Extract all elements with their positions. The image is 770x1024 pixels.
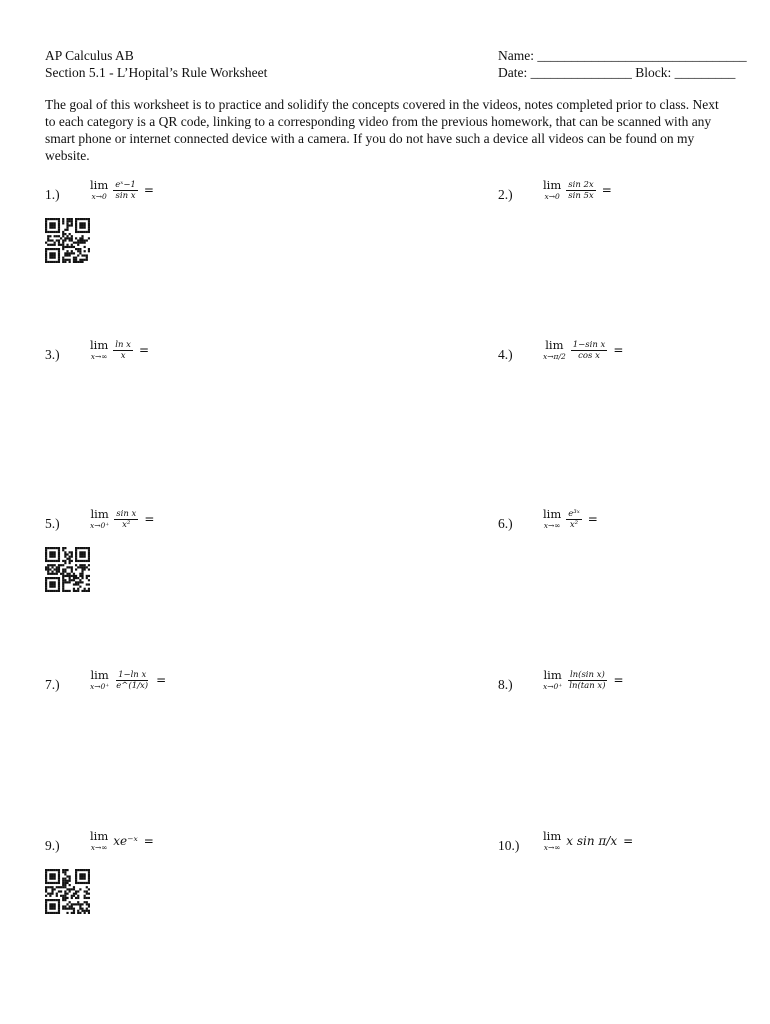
numerator: 1−sin x	[572, 339, 606, 350]
lim-word: lim	[543, 507, 562, 521]
limit-expression	[90, 508, 154, 530]
lim-subscript: x→0⁺	[90, 682, 110, 691]
numerator: 1−ln x	[118, 669, 147, 680]
lim-subscript: x→0⁺	[90, 521, 110, 530]
equals-sign: =	[601, 183, 612, 197]
lim-word: lim	[90, 507, 109, 521]
limit-expression	[543, 339, 623, 361]
lim-subscript: x→∞	[90, 843, 108, 852]
equals-sign: =	[143, 834, 154, 848]
problem-number: 6.)	[498, 516, 513, 531]
denominator: sin 5x	[568, 190, 594, 201]
denominator: x	[120, 350, 126, 361]
lim-subscript: x→0	[91, 192, 107, 201]
equals-sign: =	[587, 512, 598, 526]
problem-number: 4.)	[498, 347, 513, 362]
denominator: e^(1/x)	[116, 680, 149, 691]
section-title: Section 5.1 - L’Hopital’s Rule Worksheet	[45, 65, 268, 80]
lim-word: lim	[543, 668, 562, 682]
problem-number: 7.)	[45, 677, 60, 692]
lim-word: lim	[90, 338, 109, 352]
lim-word: lim	[90, 668, 109, 682]
equals-sign: =	[143, 183, 154, 197]
lim-subscript: x→∞	[90, 352, 108, 361]
denominator: x²	[122, 519, 131, 530]
equals-sign: =	[138, 343, 150, 357]
limit-expression	[543, 179, 612, 201]
limit-body: xe⁻ˣ	[113, 834, 138, 848]
lim-word: lim	[543, 178, 562, 192]
equals-sign: =	[613, 343, 624, 357]
lim-word: lim	[90, 178, 109, 192]
problem-number: 2.)	[498, 187, 513, 202]
problem-number: 5.)	[45, 516, 60, 531]
denominator: sin x	[115, 190, 136, 201]
equals-sign: =	[613, 673, 624, 687]
denominator: cos x	[578, 350, 600, 361]
lim-word: lim	[543, 829, 562, 843]
problem-number: 8.)	[498, 677, 513, 692]
problem-number: 1.)	[45, 187, 60, 202]
denominator: ln(tan x)	[569, 680, 606, 691]
name-field: Name: _______________________________	[498, 48, 747, 63]
problem-number: 3.)	[45, 347, 60, 362]
equals-sign: =	[156, 673, 167, 687]
problem-number: 10.)	[498, 838, 520, 853]
limit-expression	[543, 669, 624, 691]
equals-sign: =	[144, 512, 155, 526]
denominator: x²	[569, 519, 579, 530]
course-title: AP Calculus AB	[45, 48, 134, 63]
limit-expression	[543, 508, 598, 530]
lim-subscript: x→∞	[543, 521, 561, 530]
worksheet-header-right	[498, 47, 747, 81]
lim-subscript: x→π/2	[543, 352, 566, 361]
lim-subscript: x→0	[544, 192, 560, 201]
qr-code-icon[interactable]	[45, 218, 90, 263]
limit-expression	[90, 669, 166, 691]
problem-number: 9.)	[45, 838, 60, 853]
qr-code-icon[interactable]	[45, 869, 90, 914]
date-block-field: Date: _______________ Block: _________	[498, 65, 736, 80]
numerator: e³ˣ	[568, 508, 580, 519]
limit-expression	[543, 830, 633, 852]
equals-sign: =	[623, 834, 634, 848]
qr-code-icon[interactable]	[45, 547, 90, 592]
limit-body: x sin π/x	[566, 834, 618, 848]
numerator: eˣ−1	[115, 179, 136, 190]
numerator: ln(sin x)	[569, 669, 605, 680]
limit-expression	[90, 830, 154, 852]
limit-expression	[90, 179, 154, 201]
lim-word: lim	[90, 829, 109, 843]
lim-subscript: x→0⁺	[543, 682, 563, 691]
limit-expression	[90, 339, 149, 361]
intro-paragraph: The goal of this worksheet is to practice and solidify the concepts covered in the videos, notes completed prior to class. Next to each category is a QR code, linking to a corresponding video from the previous homework, that can be scanned with any smart phone or internet connected device with a camera. If you do not have such a device all videos can be found on my website.	[45, 97, 719, 163]
worksheet-header-left	[45, 47, 267, 81]
numerator: ln x	[115, 339, 131, 350]
numerator: sin 2x	[568, 179, 594, 190]
lim-word: lim	[545, 338, 564, 352]
numerator: sin x	[116, 508, 137, 519]
lim-subscript: x→∞	[543, 843, 561, 852]
